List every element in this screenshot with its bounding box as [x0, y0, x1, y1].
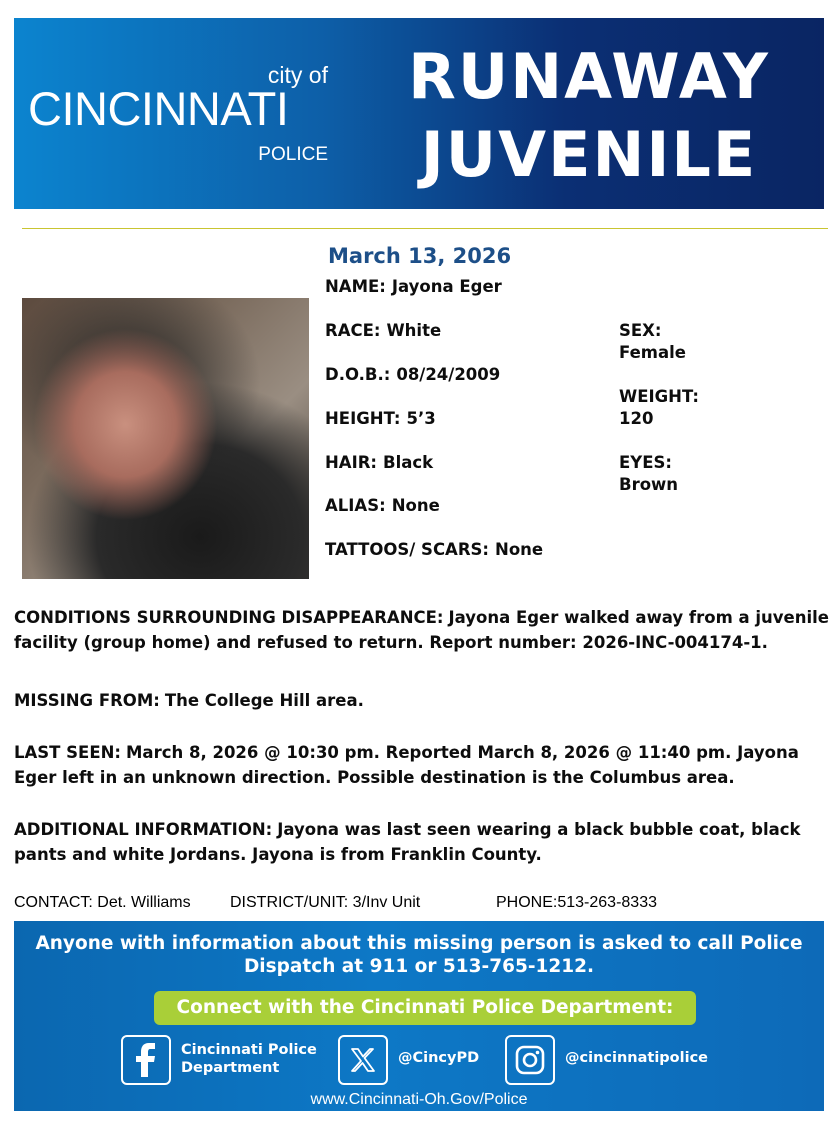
field-alias: [325, 495, 440, 517]
field-value: 5’3: [406, 409, 436, 428]
contact-detective: CONTACT: Det. Williams: [14, 894, 191, 911]
field-value: Female: [619, 343, 686, 362]
contact-line: [14, 894, 829, 916]
paragraph-text: March 8, 2026 @ 10:30 pm. Reported March 8, 2026 @ 11:40 pm. Jayona Eger left in an unknown direction. Possible destination is the Columbus area.: [14, 743, 799, 787]
field-label: TATTOOS/ SCARS:: [325, 540, 490, 559]
x-link[interactable]: [338, 1035, 498, 1087]
field-value: 120: [619, 409, 654, 428]
flyer-title: [374, 38, 804, 194]
paragraph-text: Jayona was last seen wearing a black bubble coat, black pants and white Jordans. Jayona is from Franklin County.: [14, 820, 801, 864]
instagram-handle: @cincinnatipolice: [565, 1050, 708, 1066]
field-tattoos: [325, 539, 543, 561]
missing-person-photo: [22, 298, 309, 579]
paragraph-label: CONDITIONS SURROUNDING DISAPPEARANCE:: [14, 608, 444, 627]
field-weight: [619, 386, 699, 430]
field-label: SEX:: [619, 321, 662, 340]
contact-district: DISTRICT/UNIT: 3/Inv Unit: [230, 894, 421, 911]
title-line-2: JUVENILE: [420, 118, 758, 191]
field-label: ALIAS:: [325, 496, 386, 515]
message-line-2: Dispatch at 911 or 513-765-1212.: [243, 956, 595, 977]
facebook-label: Cincinnati Police Department: [181, 1042, 317, 1076]
facebook-link[interactable]: [121, 1035, 341, 1087]
field-race: [325, 320, 441, 342]
paragraph-text: The College Hill area.: [164, 691, 364, 710]
field-name: [325, 276, 502, 298]
field-label: WEIGHT:: [619, 387, 699, 406]
last-seen-paragraph: [14, 740, 829, 790]
footer-banner: [14, 921, 824, 1111]
call-police-message: [14, 932, 824, 978]
field-value: Black: [383, 453, 434, 472]
missing-from-paragraph: [14, 688, 829, 713]
divider: [22, 228, 828, 229]
message-line-1: Anyone with information about this missing person is asked to call Police: [35, 933, 803, 954]
x-handle: @CincyPD: [398, 1050, 480, 1066]
conditions-paragraph: [14, 605, 829, 655]
title-line-1: RUNAWAY: [408, 40, 770, 113]
header-banner: [14, 18, 824, 209]
paragraph-text: Jayona Eger walked away from a juvenile facility (group home) and refused to return. Report number: 2026-INC-004174-1.: [14, 608, 829, 652]
field-hair: [325, 452, 433, 474]
website-link[interactable]: www.Cincinnati-Oh.Gov/Police: [310, 1091, 528, 1108]
cincinnati-police-logo: [28, 62, 328, 192]
field-value: None: [391, 496, 440, 515]
instagram-link[interactable]: [505, 1035, 745, 1087]
connect-banner: Connect with the Cincinnati Police Department:: [154, 991, 696, 1025]
logo-police: POLICE: [258, 144, 328, 165]
field-sex: [619, 320, 686, 364]
facebook-icon: [121, 1035, 171, 1085]
field-label: RACE:: [325, 321, 381, 340]
field-label: NAME:: [325, 277, 386, 296]
field-label: D.O.B.:: [325, 365, 391, 384]
field-eyes: [619, 452, 678, 496]
field-height: [325, 408, 436, 430]
field-label: HEIGHT:: [325, 409, 401, 428]
flyer-date: March 13, 2026: [328, 244, 512, 268]
field-dob: [325, 364, 500, 386]
logo-city-name: CINCINNATI: [28, 82, 289, 135]
field-label: HAIR:: [325, 453, 378, 472]
logo-city-of: city of: [267, 62, 328, 88]
field-value: White: [386, 321, 442, 340]
field-label: EYES:: [619, 453, 672, 472]
contact-phone: PHONE:513-263-8333: [496, 894, 657, 911]
paragraph-label: ADDITIONAL INFORMATION:: [14, 820, 273, 839]
field-value: Jayona Eger: [391, 277, 502, 296]
x-icon: [338, 1035, 388, 1085]
paragraph-label: LAST SEEN:: [14, 743, 122, 762]
paragraph-label: MISSING FROM:: [14, 691, 160, 710]
field-value: 08/24/2009: [396, 365, 501, 384]
instagram-icon: [505, 1035, 555, 1085]
additional-info-paragraph: [14, 817, 829, 867]
field-value: Brown: [619, 475, 679, 494]
field-value: None: [495, 540, 544, 559]
